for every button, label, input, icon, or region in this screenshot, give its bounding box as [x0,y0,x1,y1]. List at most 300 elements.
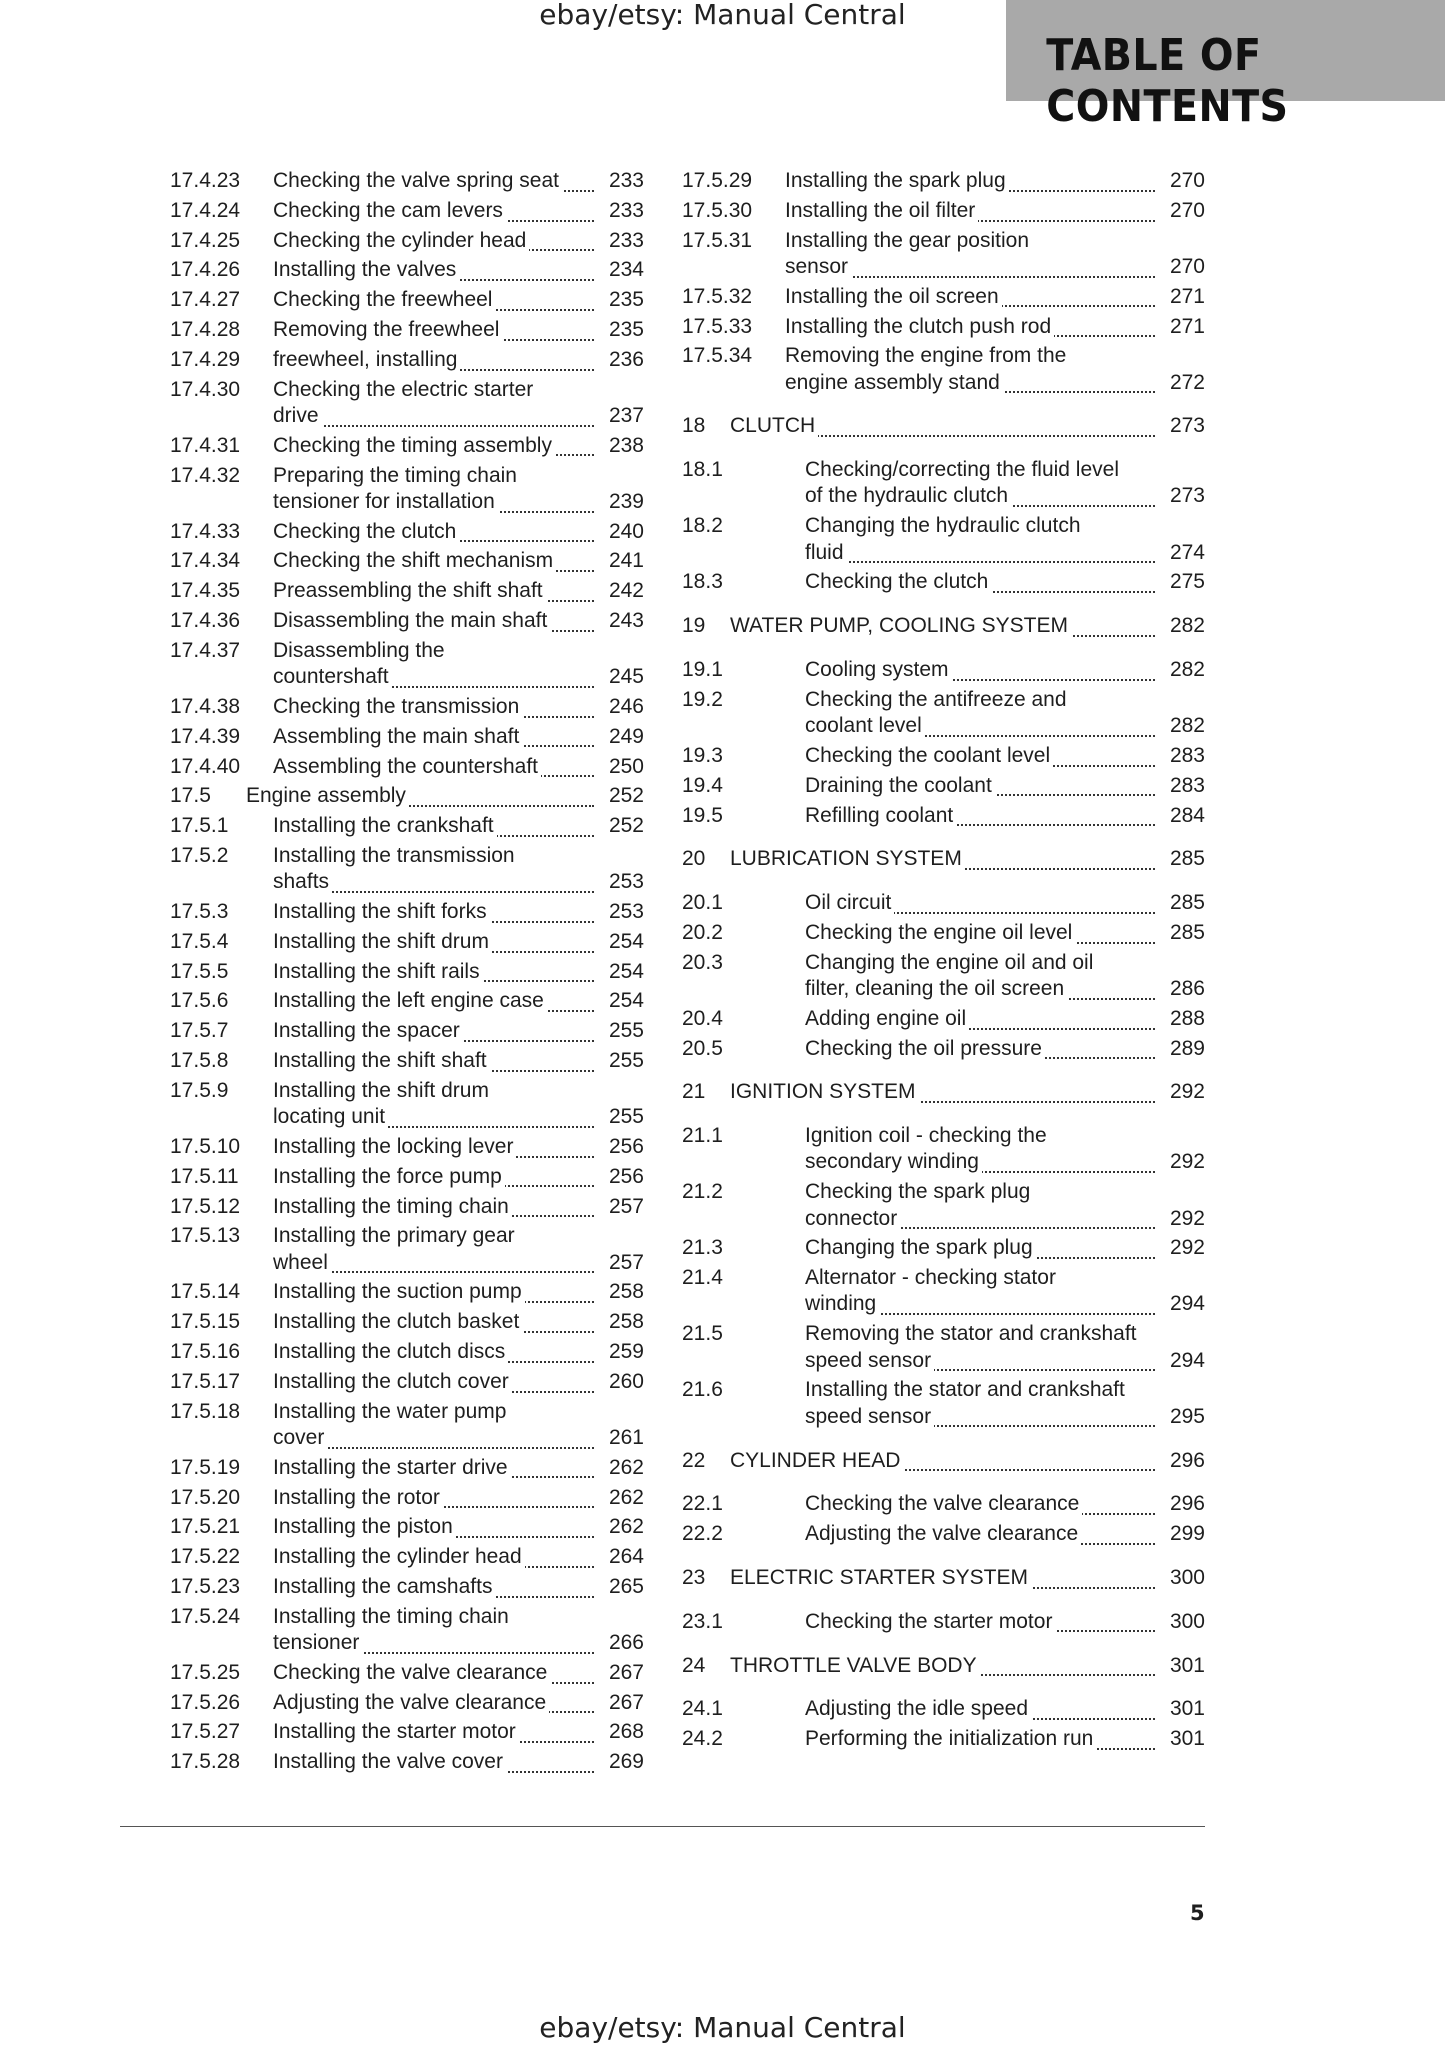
toc-page-number: 299 [1162,1521,1205,1547]
toc-title [273,1048,644,1078]
toc-page-number: 292 [1162,1079,1205,1105]
toc-page-number: 236 [601,347,644,373]
toc-page-number: 249 [601,724,644,750]
toc-title [273,1399,644,1455]
toc-page-number: 259 [601,1339,644,1365]
toc-page-number: 258 [601,1279,644,1305]
toc-title-line: Removing the stator and crankshaft [805,1322,1140,1345]
toc-title-line: Checking the antifreeze and [805,688,1070,711]
toc-title-line: Installing the locking lever [273,1135,516,1158]
toc-title [273,1574,644,1604]
toc-title [730,1653,1205,1683]
toc-page-number: 288 [1162,1006,1205,1032]
toc-number: 21.1 [682,1124,723,1148]
toc-title-line: drive [273,404,322,427]
toc-title-line: Installing the left engine case [273,989,547,1012]
toc-title [785,168,1205,198]
toc-title-line: Checking the timing assembly [273,434,555,457]
toc-title [273,1749,644,1779]
toc-title [730,613,1205,643]
toc-page-number: 258 [601,1309,644,1335]
toc-title-line: ELECTRIC STARTER SYSTEM [730,1566,1031,1589]
toc-number: 22.1 [682,1492,723,1516]
toc-title [805,1235,1205,1265]
toc-title-line: Installing the suction pump [273,1280,525,1303]
toc-title [273,843,644,899]
toc-page-number: 239 [601,489,644,515]
toc-title-line: Installing the cylinder head [273,1545,525,1568]
toc-title-line: Installing the shift forks [273,900,490,923]
toc-page-number: 262 [601,1514,644,1540]
toc-title [273,257,644,287]
toc-title-line: Checking the oil pressure [805,1037,1045,1060]
toc-page-number: 292 [1162,1149,1205,1175]
toc-number: 21 [682,1080,706,1104]
toc-page-number: 233 [601,228,644,254]
toc-page-number: 275 [1162,569,1205,595]
toc-number: 20.3 [682,950,723,974]
toc-page-number: 282 [1162,713,1205,739]
toc-title-line: Installing the water pump [273,1400,509,1423]
toc-title-line: Preparing the timing chain [273,464,520,487]
toc-number: 17.4.30 [170,377,241,401]
toc-title [805,1696,1205,1726]
toc-page-number: 257 [601,1250,644,1276]
toc-title [273,1134,644,1164]
toc-number: 18.2 [682,514,723,538]
toc-page-number: 262 [601,1455,644,1481]
toc-number: 24.1 [682,1697,723,1721]
toc-title [273,347,644,377]
toc-title [273,959,644,989]
toc-page-number: 292 [1162,1235,1205,1261]
toc-title [805,1521,1205,1551]
toc-title-line: Installing the oil filter [785,199,978,222]
toc-number: 17.5.20 [170,1485,241,1509]
toc-page-number: 255 [601,1104,644,1130]
toc-title-line: Checking/correcting the fluid level [805,458,1122,481]
toc-title-line: Installing the clutch basket [273,1310,522,1333]
toc-page-number: 273 [1162,483,1205,509]
toc-page-number: 285 [1162,890,1205,916]
toc-title [273,754,644,784]
toc-number: 17.4.35 [170,579,241,603]
toc-title [805,803,1205,833]
toc-title-line: Disassembling the [273,639,448,662]
footer-divider [120,1826,1205,1827]
toc-title-line: Oil circuit [805,891,894,914]
toc-number: 17.5.19 [170,1455,241,1479]
toc-page-number: 237 [601,403,644,429]
toc-title-line: Checking the starter motor [805,1610,1055,1633]
toc-title-line: Installing the shift rails [273,960,483,983]
toc-page-number: 255 [601,1048,644,1074]
toc-title [785,284,1205,314]
toc-title-line: Installing the clutch cover [273,1370,512,1393]
toc-title [273,899,644,929]
toc-title [805,743,1205,773]
toc-page-number: 238 [601,433,644,459]
toc-number: 17.4.32 [170,463,241,487]
toc-number: 20.5 [682,1036,723,1060]
toc-number: 17.4.24 [170,198,241,222]
toc-title-line: speed sensor [805,1405,934,1428]
toc-page-number: 272 [1162,370,1205,396]
toc-page-number: 233 [601,198,644,224]
watermark-top: ebay/etsy: Manual Central [539,0,906,31]
toc-number: 19.1 [682,658,723,681]
toc-title-line: Installing the valves [273,258,459,281]
toc-title-line: Assembling the main shaft [273,725,522,748]
toc-title-line: Disassembling the main shaft [273,609,550,632]
toc-title-line: WATER PUMP, COOLING SYSTEM [730,614,1071,637]
toc-page-number: 283 [1162,743,1205,769]
toc-title [805,1006,1205,1036]
toc-title-line: Checking the valve clearance [805,1492,1082,1515]
toc-number: 17.5.17 [170,1369,241,1393]
toc-page-number: 255 [601,1018,644,1044]
toc-number: 17.5.4 [170,929,229,953]
toc-title [273,287,644,317]
toc-number: 20.4 [682,1006,723,1030]
toc-number: 17.5.34 [682,344,753,368]
toc-title [273,519,644,549]
toc-title [805,773,1205,803]
toc-title-line: LUBRICATION SYSTEM [730,847,965,870]
toc-title [785,228,1205,284]
toc-number: 20.2 [682,920,723,944]
toc-number: 23 [682,1565,706,1589]
toc-number: 17.5.27 [170,1720,241,1744]
toc-page-number: 245 [601,664,644,690]
toc-number: 20 [682,847,706,871]
toc-title-line: Checking the valve clearance [273,1661,550,1684]
toc-number: 17.5.21 [170,1515,241,1539]
toc-page-number: 289 [1162,1036,1205,1062]
toc-title-line: Installing the valve cover [273,1750,506,1773]
toc-title [273,1514,644,1544]
toc-number: 17.5.18 [170,1399,241,1423]
toc-title-line: freewheel, installing [273,348,460,371]
toc-page-number: 294 [1162,1291,1205,1317]
toc-page-number: 253 [601,899,644,925]
toc-title-line: tensioner [273,1631,362,1654]
toc-number: 17.5.29 [682,169,753,192]
toc-page-number: 234 [601,257,644,283]
toc-title-line: Installing the force pump [273,1165,505,1188]
toc-number: 18 [682,414,706,438]
toc-title-line: secondary winding [805,1150,982,1173]
toc-title-line: Removing the freewheel [273,318,502,341]
toc-number: 17.4.38 [170,694,241,718]
toc-page-number: 301 [1162,1653,1205,1679]
toc-title-line: IGNITION SYSTEM [730,1080,919,1103]
toc-title [805,950,1205,1006]
toc-title-line: Removing the engine from the [785,344,1069,367]
toc-title-line: Assembling the countershaft [273,755,541,778]
toc-number: 17.4.33 [170,519,241,543]
toc-title-line: Checking the cylinder head [273,229,529,252]
toc-title-line: Adjusting the idle speed [805,1697,1031,1720]
toc-title-line: connector [805,1207,900,1230]
toc-title-line: CLUTCH [730,414,818,437]
toc-page-number: 235 [601,317,644,343]
toc-number: 24 [682,1653,706,1677]
toc-number: 19.4 [682,773,723,797]
toc-number: 21.6 [682,1378,723,1402]
toc-title-line: Checking the electric starter [273,378,536,401]
toc-title-line: of the hydraulic clutch [805,484,1011,507]
toc-title [273,433,644,463]
toc-page-number: 267 [601,1660,644,1686]
toc-title [273,1339,644,1369]
toc-title [730,413,1205,443]
toc-title-line: Installing the stator and crankshaft [805,1378,1128,1401]
toc-title [246,783,644,813]
toc-number: 17.5.9 [170,1078,229,1102]
toc-page-number: 285 [1162,920,1205,946]
toc-number: 21.4 [682,1266,723,1290]
toc-title [805,457,1205,513]
toc-title-line: Installing the clutch push rod [785,315,1054,338]
toc-title-line: filter, cleaning the oil screen [805,977,1067,1000]
toc-title [273,694,644,724]
toc-title [730,1448,1205,1478]
toc-number: 17.4.36 [170,609,241,632]
toc-title-line: Draining the coolant [805,774,995,797]
toc-title-line: Alternator - checking stator [805,1266,1059,1289]
toc-title [805,1123,1205,1179]
toc-title [273,168,644,198]
toc-number: 17.5.24 [170,1604,241,1628]
toc-title-line: Installing the shift shaft [273,1049,490,1072]
toc-title-line: fluid [805,541,847,564]
toc-page-number: 268 [601,1719,644,1745]
toc-title-line: Installing the starter drive [273,1456,511,1479]
toc-page-number: 282 [1162,613,1205,639]
toc-page-number: 233 [601,168,644,194]
toc-number: 17.5.32 [682,284,753,308]
toc-number: 17.5.1 [170,814,229,838]
toc-title [805,890,1205,920]
toc-number: 17.4.28 [170,318,241,341]
toc-title-line: Installing the crankshaft [273,814,497,837]
toc-number: 17.5.11 [170,1164,239,1188]
toc-title [805,1036,1205,1066]
watermark-bottom: ebay/etsy: Manual Central [539,2011,906,2044]
toc-title-line: Installing the spark plug [785,169,1009,192]
toc-page-number: 295 [1162,1404,1205,1430]
toc-number: 19 [682,614,706,638]
toc-number: 17.5.22 [170,1545,241,1569]
toc-title-line: Installing the rotor [273,1486,443,1509]
toc-title [785,198,1205,228]
toc-title-line: sensor [785,255,851,278]
toc-title [805,1726,1205,1756]
toc-title-line: Adjusting the valve clearance [273,1691,549,1714]
toc-title [273,1690,644,1720]
toc-title [805,1321,1205,1377]
toc-title-line: Installing the gear position [785,229,1032,252]
toc-title [273,1660,644,1690]
toc-title [805,1377,1205,1433]
toc-number: 22.2 [682,1522,723,1546]
toc-number: 21.5 [682,1322,723,1346]
toc-title [273,198,644,228]
toc-title-line: Checking the clutch [805,570,991,593]
toc-page-number: 240 [601,519,644,545]
toc-title [805,1491,1205,1521]
toc-number: 17.5 [170,784,211,808]
toc-number: 17.5.13 [170,1224,241,1248]
toc-title-line: locating unit [273,1105,388,1128]
toc-page-number: 300 [1162,1609,1205,1635]
toc-title [785,343,1205,399]
toc-title-line: Installing the shift drum [273,930,492,953]
toc-title [730,1079,1205,1109]
toc-page-number: 261 [601,1425,644,1451]
toc-number: 17.4.29 [170,347,241,371]
toc-number: 17.5.8 [170,1049,229,1072]
toc-title [273,377,644,433]
toc-page-number: 243 [601,608,644,634]
toc-title [730,1565,1205,1595]
toc-number: 19.5 [682,803,723,827]
toc-title [785,314,1205,344]
toc-title [273,1719,644,1749]
toc-title [273,1604,644,1660]
toc-number: 22 [682,1448,706,1472]
toc-title-line: Installing the transmission [273,844,518,867]
toc-page-number: 254 [601,988,644,1014]
toc-title-line: Adjusting the valve clearance [805,1522,1081,1545]
toc-title [273,1485,644,1515]
toc-title-line: Installing the oil screen [785,285,1002,308]
toc-title-line: Installing the shift drum [273,1079,492,1102]
toc-title [273,1164,644,1194]
toc-title-line: Changing the hydraulic clutch [805,514,1084,537]
toc-page-number: 267 [601,1690,644,1716]
toc-title-line: coolant level [805,714,925,737]
toc-page-number: 252 [601,783,644,809]
toc-title [805,920,1205,950]
toc-number: 17.4.25 [170,228,241,252]
toc-number: 17.4.23 [170,169,241,192]
toc-number: 19.2 [682,687,723,711]
toc-number: 17.5.6 [170,989,229,1013]
toc-number: 21.2 [682,1180,723,1204]
toc-title [273,1279,644,1309]
toc-title-line: countershaft [273,665,392,688]
toc-page-number: 270 [1162,198,1205,224]
toc-title [805,1265,1205,1321]
toc-page-number: 294 [1162,1348,1205,1374]
toc-number: 17.5.23 [170,1574,241,1598]
toc-page-number: 260 [601,1369,644,1395]
toc-title [273,638,644,694]
toc-number: 17.5.26 [170,1690,241,1714]
toc-title-line: Installing the piston [273,1515,456,1538]
toc-number: 17.4.34 [170,549,241,573]
toc-page-number: 242 [601,578,644,604]
toc-number: 17.5.12 [170,1194,241,1218]
toc-number: 23.1 [682,1609,723,1633]
toc-page-number: 284 [1162,803,1205,829]
toc-number: 17.4.40 [170,754,241,778]
toc-number: 17.5.31 [682,228,753,252]
toc-title-line: Checking the spark plug [805,1180,1033,1203]
toc-title-line: Checking the cam levers [273,199,506,222]
toc-title-line: Refilling coolant [805,804,956,827]
toc-title [273,548,644,578]
toc-number: 17.4.37 [170,638,241,662]
toc-number: 17.4.26 [170,258,241,282]
toc-page-number: 300 [1162,1565,1205,1591]
toc-title [730,846,1205,876]
toc-number: 17.4.31 [170,433,241,457]
toc-number: 17.5.2 [170,843,229,867]
toc-title-line: Ignition coil - checking the [805,1124,1050,1147]
toc-page-number: 241 [601,548,644,574]
toc-title-line: wheel [273,1251,331,1274]
toc-title [273,608,644,638]
toc-number: 17.5.25 [170,1660,241,1684]
toc-title [273,988,644,1018]
toc-title-line: winding [805,1292,879,1315]
toc-title [805,657,1205,687]
toc-page-number: 296 [1162,1491,1205,1517]
toc-title [805,687,1205,743]
toc-page-number: 285 [1162,846,1205,872]
toc-title-line: Engine assembly [246,784,409,807]
toc-title-line: Installing the clutch discs [273,1340,508,1363]
toc-number: 18.1 [682,458,723,482]
toc-page-number: 292 [1162,1206,1205,1232]
toc-page-number: 301 [1162,1726,1205,1752]
toc-title-line: THROTTLE VALVE BODY [730,1654,980,1677]
header-banner [1006,0,1445,132]
toc-number: 20.1 [682,891,723,915]
toc-page-number: 301 [1162,1696,1205,1722]
toc-page-number: 274 [1162,540,1205,566]
toc-title [273,1309,644,1339]
toc-number: 17.5.30 [682,198,753,222]
toc-title-line: Cooling system [805,658,952,681]
toc-page-number: 252 [601,813,644,839]
toc-title [273,1223,644,1279]
toc-title-line: Checking the transmission [273,695,522,718]
toc-title-line: Performing the initialization run [805,1727,1096,1750]
toc-title [273,578,644,608]
toc-title [273,1455,644,1485]
toc-title-line: tensioner for installation [273,490,498,513]
toc-title-line: cover [273,1426,327,1449]
toc-title-line: Checking the engine oil level [805,921,1075,944]
toc-page-number: 269 [601,1749,644,1775]
toc-number: 17.4.27 [170,288,241,312]
toc-page-number: 256 [601,1164,644,1190]
toc-number: 19.3 [682,743,723,767]
toc-title-line: Checking the clutch [273,520,459,543]
toc-title [273,317,644,347]
toc-title-line: Checking the coolant level [805,744,1053,767]
toc-number: 21.3 [682,1236,723,1260]
toc-title [273,1544,644,1574]
toc-page-number: 250 [601,754,644,780]
toc-title-line: Installing the timing chain [273,1605,512,1628]
toc-page-number: 286 [1162,976,1205,1002]
toc-number: 17.5.28 [170,1750,241,1774]
